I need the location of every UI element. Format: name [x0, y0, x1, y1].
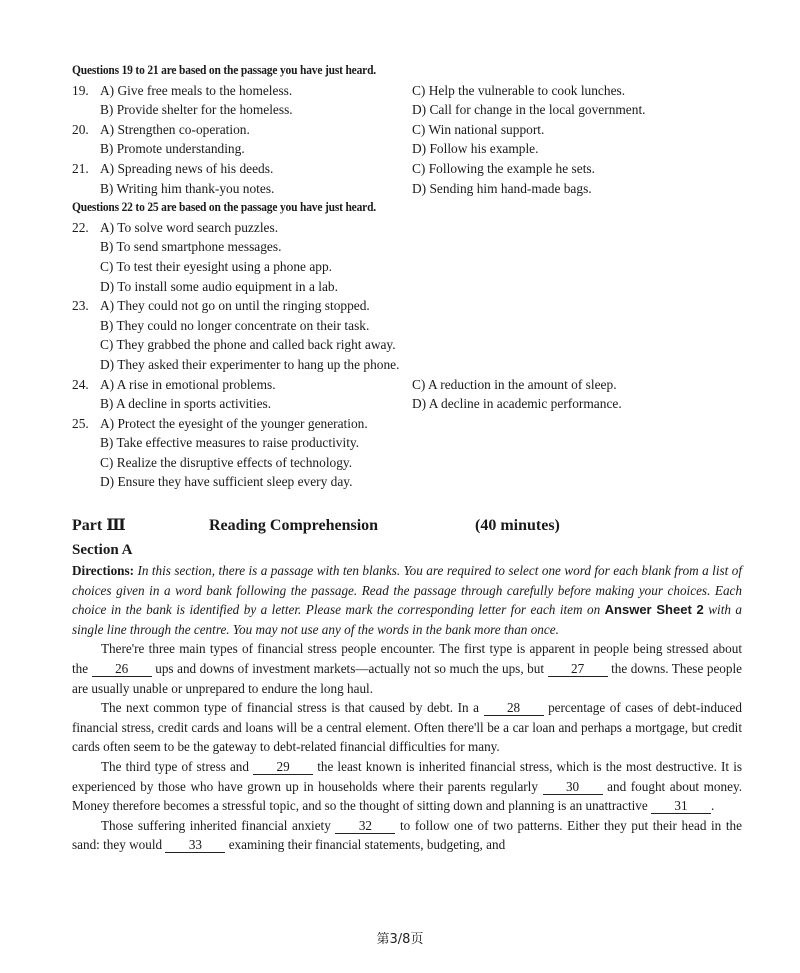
page-number: 第3/8页 — [376, 932, 424, 947]
option-b: B) Writing him thank-you notes. — [100, 180, 275, 196]
text: . — [711, 798, 715, 814]
option-d: D) Ensure they have sufficient sleep every day. — [100, 474, 353, 490]
question-23-option-c — [72, 335, 742, 355]
question-19-row-1 — [72, 81, 742, 101]
question-24-row-1 — [72, 375, 742, 395]
question-group-heading: Questions 22 to 25 are based on the passage you have just heard. — [72, 200, 376, 215]
question-22-option-a — [72, 218, 742, 238]
blank-26: 26 — [92, 662, 152, 677]
blank-29: 29 — [253, 760, 313, 775]
option-c: C) Following the example he sets. — [412, 160, 595, 176]
question-number: 24. — [72, 376, 89, 392]
option-d: D) Sending him hand-made bags. — [412, 180, 592, 196]
section-title: Section A — [72, 542, 133, 559]
question-number: 22. — [72, 219, 89, 235]
question-23-option-a — [72, 296, 742, 316]
option-d: D) Follow his example. — [412, 141, 539, 157]
answer-sheet-reference: Answer Sheet 2 — [604, 602, 704, 618]
part-title: Reading Comprehension — [209, 517, 379, 535]
text: and fought about money. Money therefore becomes a stressful topic, and so the thought of sitting down and planning is an unattractive — [72, 778, 743, 814]
option-d: D) They asked their experimenter to hang up the phone. — [100, 356, 400, 372]
question-21-row-1 — [72, 159, 742, 179]
question-20-row-1 — [72, 120, 742, 140]
passage-paragraph-4 — [72, 816, 742, 855]
directions-label: Directions: — [72, 563, 135, 579]
question-24-row-2 — [72, 394, 742, 414]
text: There're three main types of financial stress people encounter. The first type is apparent in people being stressed about the — [72, 641, 742, 677]
question-19-row-2 — [72, 100, 742, 120]
option-d: D) To install some audio equipment in a lab. — [100, 278, 338, 294]
blank-27: 27 — [548, 662, 608, 677]
question-group-heading: Questions 19 to 21 are based on the passage you have just heard. — [72, 63, 376, 77]
option-c: C) To test their eyesight using a phone app. — [100, 258, 332, 274]
option-b: B) Promote understanding. — [100, 141, 245, 157]
text: ups and downs of investment markets—actually not so much the ups, but — [151, 661, 548, 677]
exam-page — [72, 0, 742, 855]
question-25-option-a — [72, 414, 742, 434]
option-c: C) They grabbed the phone and called back right away. — [100, 337, 396, 353]
option-d: D) Call for change in the local government. — [412, 102, 646, 118]
part-time: (40 minutes) — [475, 517, 560, 535]
question-number: 19. — [72, 82, 89, 98]
text: the least known is inherited financial stress, which is the most destructive. It is experienced by those who have grown up in households where their parents regularly — [72, 759, 742, 794]
option-b: B) To send smartphone messages. — [100, 239, 282, 255]
option-c: C) Realize the disruptive effects of technology. — [100, 454, 353, 470]
question-23-option-d — [72, 355, 742, 375]
question-number: 23. — [72, 298, 89, 314]
directions-text-2: with a single line through the centre. You may not use any of the words in the bank more than once. — [72, 602, 742, 637]
blank-31: 31 — [651, 799, 711, 814]
option-c: C) Win national support. — [412, 121, 545, 137]
passage-paragraph-1 — [72, 639, 742, 698]
text: to follow one of two patterns. Either they put their head in the sand: they would — [72, 817, 742, 853]
question-25-option-c — [72, 453, 742, 473]
blank-32: 32 — [335, 819, 395, 834]
question-22-option-d — [72, 277, 742, 297]
option-a: A) To solve word search puzzles. — [100, 219, 279, 235]
passage-paragraph-2 — [72, 698, 742, 757]
blank-33: 33 — [165, 838, 225, 853]
option-a: A) They could not go on until the ringing stopped. — [100, 298, 370, 314]
option-a: A) Give free meals to the homeless. — [100, 82, 293, 98]
option-a: A) Spreading news of his deeds. — [100, 160, 274, 176]
option-c: C) A reduction in the amount of sleep. — [412, 376, 617, 392]
option-a: A) A rise in emotional problems. — [100, 376, 276, 392]
text: The third type of stress and — [101, 759, 254, 774]
option-b: B) They could no longer concentrate on their task. — [100, 317, 370, 333]
question-25-option-b — [72, 433, 742, 453]
option-d: D) A decline in academic performance. — [412, 396, 622, 412]
blank-30: 30 — [543, 780, 603, 795]
option-a: A) Protect the eyesight of the younger generation. — [100, 415, 368, 431]
blank-28: 28 — [484, 701, 544, 716]
question-21-row-2 — [72, 179, 742, 199]
text: percentage of cases of debt-induced financial stress, credit cards and loans will be a central element. Often there'll be a car loan and perhaps a mortgage, but credit cards often seem to be the gateway to debt-related financial difficulties for many. — [72, 700, 742, 755]
option-a: A) Strengthen co-operation. — [100, 121, 250, 137]
text: examining their financial statements, budgeting, and — [225, 837, 506, 853]
text: The next common type of financial stress is that caused by debt. In a — [101, 700, 484, 716]
question-23-option-b — [72, 316, 742, 336]
option-b: B) Provide shelter for the homeless. — [100, 102, 293, 118]
option-c: C) Help the vulnerable to cook lunches. — [412, 82, 626, 98]
question-20-row-2 — [72, 139, 742, 159]
text: Those suffering inherited financial anxiety — [101, 817, 336, 833]
directions-text-1: In this section, there is a passage with ten blanks. You are required to select one word for each blank from a list of choices given in a word bank following the passage. Read the passage through carefully before making your choices. Each choice in the bank is identified by a letter. Please mark the corresponding letter for each item on — [72, 563, 742, 618]
question-number: 25. — [72, 415, 89, 431]
question-25-option-d — [72, 472, 742, 492]
question-number: 20. — [72, 121, 89, 137]
text: the downs. These people are usually unable or unprepared to endure the long haul. — [72, 661, 742, 696]
question-number: 21. — [72, 160, 89, 176]
option-b: B) Take effective measures to raise productivity. — [100, 435, 360, 451]
option-b: B) A decline in sports activities. — [100, 396, 272, 412]
question-22-option-b — [72, 237, 742, 257]
part-label: Part Ⅲ — [72, 517, 126, 535]
question-22-option-c — [72, 257, 742, 277]
passage-paragraph-3 — [72, 757, 742, 816]
directions — [72, 561, 742, 639]
part-heading — [72, 513, 742, 539]
